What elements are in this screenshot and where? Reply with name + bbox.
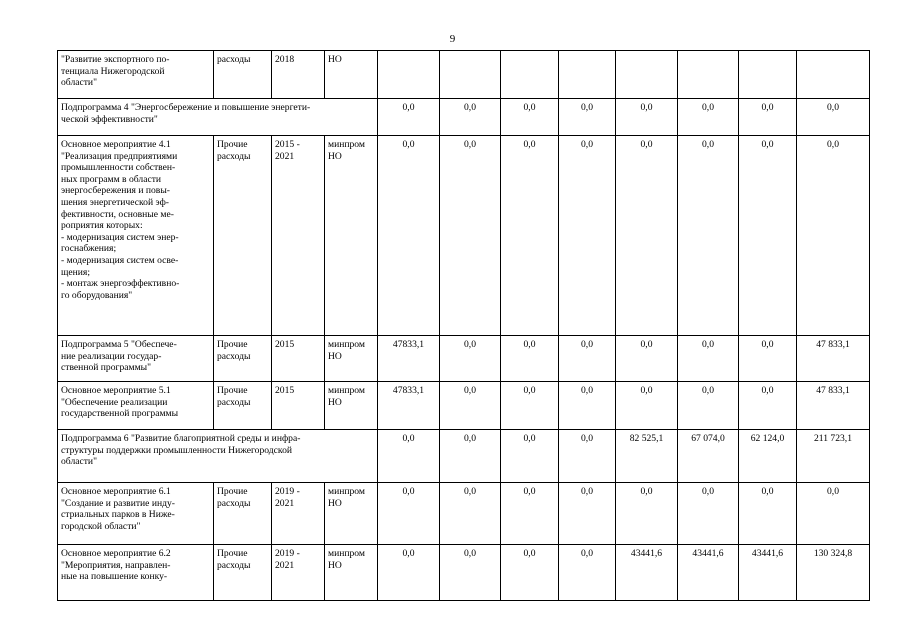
value-cell — [616, 51, 678, 99]
total-cell: 0,0 — [797, 136, 870, 336]
value-cell: 0,0 — [501, 99, 559, 136]
table-row — [58, 483, 870, 545]
value-cell: 0,0 — [501, 382, 559, 430]
table-row — [58, 430, 870, 483]
table-row — [58, 136, 870, 336]
value-cell: 0,0 — [440, 382, 501, 430]
value-cell: 0,0 — [739, 483, 797, 545]
value-cell: 0,0 — [559, 99, 616, 136]
value-cell: 0,0 — [440, 336, 501, 382]
value-cell: 0,0 — [739, 382, 797, 430]
executor-cell: минпром НО — [325, 136, 378, 336]
page-number: 9 — [449, 33, 456, 45]
value-cell: 0,0 — [616, 382, 678, 430]
value-cell: 0,0 — [378, 483, 440, 545]
years-cell: 2015 - 2021 — [272, 136, 325, 336]
program-name-cell: Основное мероприятие 6.1 "Создание и развитие инду- стриальных парков в Ниже- городской области" — [58, 483, 214, 545]
value-cell: 0,0 — [440, 483, 501, 545]
expense-type-cell: Прочие расходы — [214, 483, 272, 545]
value-cell — [739, 51, 797, 99]
program-name-cell: Основное мероприятие 4.1 "Реализация предприятиями промышленности собствен- ных программ в области энергосбережения и повы- шения энергетической эф- фективности, основные ме- роприятия которых: - модернизация систем энер- госнабжения; - модернизация систем осве- щения; - монтаж энергоэффективно- го оборудования" — [58, 136, 214, 336]
total-cell: 130 324,8 — [797, 545, 870, 601]
value-cell: 0,0 — [559, 430, 616, 483]
value-cell: 0,0 — [678, 336, 739, 382]
value-cell: 0,0 — [616, 336, 678, 382]
value-cell: 0,0 — [378, 545, 440, 601]
value-cell: 0,0 — [678, 382, 739, 430]
table-row — [58, 545, 870, 601]
program-name-cell: Подпрограмма 5 "Обеспече- ние реализации государ- ственной программы" — [58, 336, 214, 382]
value-cell: 0,0 — [739, 99, 797, 136]
value-cell: 0,0 — [559, 336, 616, 382]
value-cell: 0,0 — [678, 99, 739, 136]
value-cell: 43441,6 — [616, 545, 678, 601]
executor-cell: минпром НО — [325, 382, 378, 430]
program-name-cell: Основное мероприятие 5.1 "Обеспечение реализации государственной программы — [58, 382, 214, 430]
years-cell: 2019 - 2021 — [272, 483, 325, 545]
value-cell: 0,0 — [378, 99, 440, 136]
value-cell: 0,0 — [501, 336, 559, 382]
value-cell: 0,0 — [440, 430, 501, 483]
value-cell: 47833,1 — [378, 336, 440, 382]
value-cell: 62 124,0 — [739, 430, 797, 483]
value-cell: 82 525,1 — [616, 430, 678, 483]
subprogram-name-cell: Подпрограмма 4 "Энергосбережение и повышение энергети- ческой эффективности" — [58, 99, 378, 136]
value-cell: 0,0 — [678, 136, 739, 336]
value-cell: 0,0 — [378, 430, 440, 483]
value-cell: 0,0 — [739, 336, 797, 382]
value-cell: 0,0 — [559, 483, 616, 545]
value-cell: 0,0 — [501, 483, 559, 545]
value-cell — [678, 51, 739, 99]
value-cell: 0,0 — [616, 483, 678, 545]
years-cell: 2015 — [272, 336, 325, 382]
value-cell: 47833,1 — [378, 382, 440, 430]
total-cell: 211 723,1 — [797, 430, 870, 483]
years-cell: 2019 - 2021 — [272, 545, 325, 601]
value-cell — [378, 51, 440, 99]
value-cell: 0,0 — [739, 136, 797, 336]
value-cell — [440, 51, 501, 99]
value-cell: 0,0 — [559, 136, 616, 336]
table-row — [58, 51, 870, 99]
value-cell: 0,0 — [440, 136, 501, 336]
program-name-cell: Основное мероприятие 6.2 "Мероприятия, направлен- ные на повышение конку- — [58, 545, 214, 601]
years-cell: 2015 — [272, 382, 325, 430]
executor-cell: минпром НО — [325, 483, 378, 545]
value-cell: 0,0 — [440, 545, 501, 601]
years-cell: 2018 — [272, 51, 325, 99]
executor-cell: НО — [325, 51, 378, 99]
value-cell: 43441,6 — [739, 545, 797, 601]
value-cell: 0,0 — [678, 483, 739, 545]
expense-type-cell: Прочие расходы — [214, 382, 272, 430]
budget-table — [57, 50, 870, 601]
value-cell: 0,0 — [440, 99, 501, 136]
expense-type-cell: Прочие расходы — [214, 545, 272, 601]
value-cell — [559, 51, 616, 99]
total-cell: 0,0 — [797, 483, 870, 545]
value-cell: 0,0 — [616, 136, 678, 336]
table-row — [58, 99, 870, 136]
expense-type-cell: Прочие расходы — [214, 136, 272, 336]
executor-cell: минпром НО — [325, 336, 378, 382]
value-cell: 0,0 — [559, 382, 616, 430]
subprogram-name-cell: Подпрограмма 6 "Развитие благоприятной среды и инфра- структуры поддержки промышленности Нижегородской области" — [58, 430, 378, 483]
value-cell: 67 074,0 — [678, 430, 739, 483]
expense-type-cell: Прочие расходы — [214, 336, 272, 382]
table-row — [58, 336, 870, 382]
expense-type-cell: расходы — [214, 51, 272, 99]
value-cell: 0,0 — [378, 136, 440, 336]
total-cell: 0,0 — [797, 99, 870, 136]
value-cell: 0,0 — [501, 430, 559, 483]
value-cell: 43441,6 — [678, 545, 739, 601]
total-cell — [797, 51, 870, 99]
total-cell: 47 833,1 — [797, 382, 870, 430]
value-cell — [501, 51, 559, 99]
total-cell: 47 833,1 — [797, 336, 870, 382]
program-name-cell: "Развитие экспортного по- тенциала Нижегородской области" — [58, 51, 214, 99]
value-cell: 0,0 — [501, 545, 559, 601]
executor-cell: минпром НО — [325, 545, 378, 601]
value-cell: 0,0 — [501, 136, 559, 336]
value-cell: 0,0 — [616, 99, 678, 136]
value-cell: 0,0 — [559, 545, 616, 601]
table-row — [58, 382, 870, 430]
